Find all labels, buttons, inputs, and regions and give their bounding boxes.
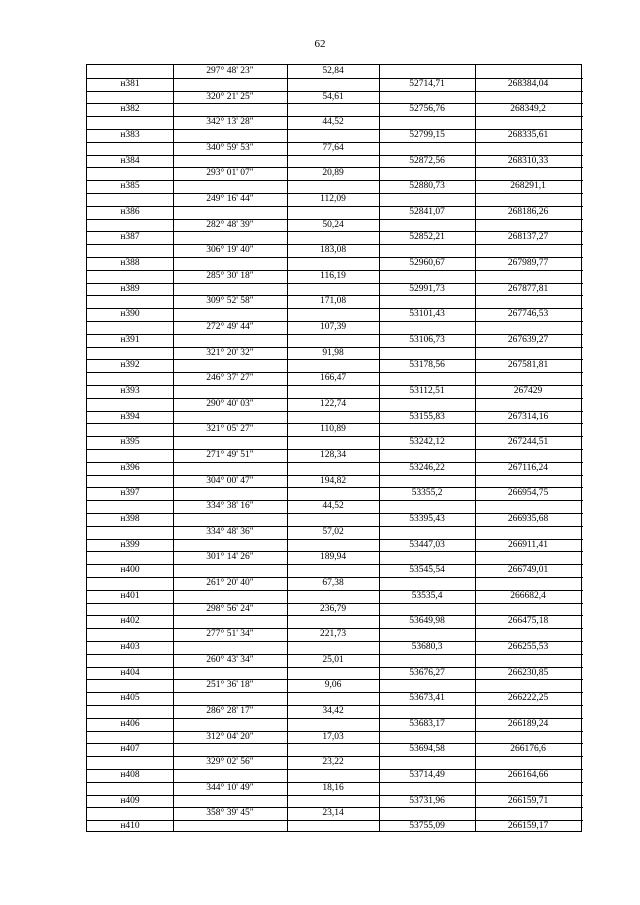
coordinate-y: 266159,71: [507, 796, 549, 806]
bearing-angle: 290° 40' 03": [206, 399, 254, 409]
point-name: н389: [120, 284, 140, 294]
bearing-angle: 285° 30' 18": [206, 271, 254, 281]
row-line-segment: [173, 641, 379, 642]
point-name: н399: [120, 540, 140, 550]
coordinate-y: 266475,18: [507, 616, 549, 626]
row-line-segment: [173, 359, 379, 360]
segment-length: 54,61: [322, 92, 344, 102]
row-line-segment: [379, 423, 583, 424]
row-line-segment: [87, 167, 173, 168]
point-name: н383: [120, 130, 140, 140]
point-name: н387: [120, 232, 140, 242]
point-name: н391: [120, 335, 140, 345]
row-line-segment: [379, 756, 583, 757]
coordinate-y: 266954,75: [507, 488, 549, 498]
segment-length: 112,09: [320, 194, 346, 204]
bearing-angle: 358° 39' 45": [206, 808, 254, 818]
row-line-segment: [379, 449, 583, 450]
point-name: н396: [120, 463, 140, 473]
coordinate-y: 266222,25: [507, 693, 549, 703]
bearing-angle: 297° 48' 23": [206, 66, 254, 76]
coordinate-x: 53355,2: [411, 488, 443, 498]
segment-length: 171,08: [319, 296, 347, 306]
bearing-angle: 309° 52' 58": [206, 296, 254, 306]
bearing-angle: 246° 37' 27": [206, 373, 254, 383]
row-line-segment: [379, 526, 583, 527]
row-line-segment: [173, 411, 379, 412]
row-line-segment: [87, 142, 173, 143]
segment-length: 18,16: [322, 783, 344, 793]
segment-length: 9,06: [324, 680, 342, 690]
coordinate-y: 267639,27: [507, 335, 549, 345]
point-name: н386: [120, 207, 140, 217]
coordinate-y: 267746,53: [507, 309, 549, 319]
row-line-segment: [87, 756, 173, 757]
row-line-segment: [173, 436, 379, 437]
coordinate-y: 268384,04: [507, 79, 549, 89]
segment-length: 166,47: [319, 373, 347, 383]
coordinate-y: 266749,01: [507, 565, 549, 575]
bearing-angle: 293° 01' 07": [206, 168, 254, 178]
bearing-angle: 260° 43' 34": [206, 655, 254, 665]
segment-length: 25,01: [322, 655, 344, 665]
segment-length: 57,02: [322, 527, 344, 537]
point-name: н398: [120, 514, 140, 524]
segment-length: 107,39: [319, 322, 347, 332]
bearing-angle: 298° 56' 24": [206, 604, 254, 614]
coordinate-x: 53714,49: [409, 770, 445, 780]
coordinate-x: 53545,54: [409, 565, 445, 575]
segment-length: 91,98: [322, 348, 344, 358]
row-line-segment: [173, 795, 379, 796]
coordinate-y: 268137,27: [507, 232, 549, 242]
row-line-segment: [87, 398, 173, 399]
coordinate-x: 53112,51: [409, 386, 445, 396]
point-name: н406: [120, 719, 140, 729]
row-line-segment: [87, 705, 173, 706]
coordinate-y: 266230,85: [507, 668, 549, 678]
point-name: н388: [120, 258, 140, 268]
row-line-segment: [379, 628, 583, 629]
coordinate-y: 267244,51: [507, 437, 549, 447]
row-line-segment: [173, 231, 379, 232]
point-name: н402: [120, 616, 140, 626]
point-name: н405: [120, 693, 140, 703]
point-name: н395: [120, 437, 140, 447]
coordinate-x: 53535,4: [411, 591, 443, 601]
bearing-angle: 261° 20' 40": [206, 578, 254, 588]
coordinate-x: 52960,67: [409, 258, 445, 268]
coordinate-y: 268291,1: [510, 181, 546, 191]
row-line-segment: [87, 295, 173, 296]
coordinate-x: 52852,21: [409, 232, 445, 242]
coordinate-y: 268310,33: [507, 156, 549, 166]
point-name: н397: [120, 488, 140, 498]
row-line-segment: [173, 667, 379, 668]
row-line-segment: [173, 487, 379, 488]
segment-length: 128,34: [319, 450, 347, 460]
segment-length: 221,73: [319, 629, 347, 639]
segment-length: 77,64: [322, 143, 344, 153]
coordinate-x: 52756,76: [409, 104, 445, 114]
segment-length: 236,79: [319, 604, 347, 614]
bearing-angle: 334° 38' 16": [206, 501, 254, 511]
coordinate-y: 268349,2: [510, 104, 546, 114]
row-line-segment: [87, 449, 173, 450]
segment-length: 67,38: [322, 578, 344, 588]
bearing-angle: 334° 48' 36": [206, 527, 254, 537]
row-line-segment: [379, 398, 583, 399]
row-line-segment: [379, 654, 583, 655]
point-name: н394: [120, 412, 140, 422]
row-line-segment: [173, 513, 379, 514]
row-line-segment: [87, 219, 173, 220]
bearing-angle: 304° 00' 47": [206, 476, 254, 486]
bearing-angle: 306° 19' 40": [206, 245, 254, 255]
bearing-angle: 286° 28' 17": [206, 706, 254, 716]
row-line-segment: [87, 423, 173, 424]
row-line-segment: [379, 807, 583, 808]
row-line-segment: [87, 577, 173, 578]
bearing-angle: 301° 14' 26": [206, 552, 254, 562]
row-line-segment: [87, 679, 173, 680]
bearing-angle: 342° 13' 28": [206, 117, 254, 127]
row-line-segment: [379, 577, 583, 578]
coordinate-y: 267581,81: [507, 360, 549, 370]
row-line-segment: [173, 718, 379, 719]
bearing-angle: 320° 21' 25": [206, 92, 254, 102]
row-line-segment: [173, 129, 379, 130]
row-line-segment: [379, 270, 583, 271]
row-line-segment: [87, 372, 173, 373]
coordinate-x: 52880,73: [409, 181, 445, 191]
point-name: н400: [120, 565, 140, 575]
bearing-angle: 344° 10' 49": [206, 783, 254, 793]
segment-length: 183,08: [319, 245, 347, 255]
coordinate-x: 52714,71: [409, 79, 445, 89]
row-line-segment: [87, 807, 173, 808]
coordinate-x: 52799,15: [409, 130, 445, 140]
row-line-segment: [173, 334, 379, 335]
row-line-segment: [173, 743, 379, 744]
row-line-segment: [173, 462, 379, 463]
segment-length: 110,89: [320, 424, 346, 434]
point-name: н407: [120, 744, 140, 754]
coordinate-y: 266935,68: [507, 514, 549, 524]
row-line-segment: [173, 539, 379, 540]
coordinate-x: 53101,43: [409, 309, 445, 319]
segment-length: 50,24: [322, 220, 344, 230]
bearing-angle: 272° 49' 44": [206, 322, 254, 332]
coordinate-x: 53242,12: [409, 437, 445, 447]
row-line-segment: [173, 180, 379, 181]
row-line-segment: [87, 551, 173, 552]
bearing-angle: 249° 16' 44": [206, 194, 254, 204]
coordinate-x: 53673,41: [409, 693, 445, 703]
row-line-segment: [379, 142, 583, 143]
coordinate-x: 53680,3: [411, 642, 443, 652]
bearing-angle: 321° 20' 32": [206, 348, 254, 358]
coordinate-y: 267116,24: [507, 463, 549, 473]
coordinate-y: 266176,6: [510, 744, 546, 754]
row-line-segment: [379, 167, 583, 168]
coordinate-x: 53694,58: [409, 744, 445, 754]
coordinate-y: 266682,4: [510, 591, 546, 601]
row-line-segment: [87, 116, 173, 117]
bearing-angle: 277° 51' 34": [206, 629, 254, 639]
segment-length: 116,19: [320, 271, 346, 281]
coordinate-x: 53246,22: [409, 463, 445, 473]
row-line-segment: [173, 385, 379, 386]
row-line-segment: [379, 603, 583, 604]
coordinate-y: 266159,17: [507, 821, 549, 831]
row-line-segment: [87, 244, 173, 245]
point-name: н409: [120, 796, 140, 806]
row-line-segment: [87, 654, 173, 655]
coordinate-y: 267314,16: [507, 412, 549, 422]
coordinate-y: 268186,26: [507, 207, 549, 217]
row-line-segment: [87, 603, 173, 604]
point-name: н390: [120, 309, 140, 319]
coordinate-x: 53676,27: [409, 668, 445, 678]
row-line-segment: [87, 500, 173, 501]
segment-length: 189,94: [319, 552, 347, 562]
coordinate-y: 268335,61: [507, 130, 549, 140]
row-line-segment: [379, 782, 583, 783]
row-line-segment: [173, 103, 379, 104]
coordinate-y: 267429: [513, 386, 543, 396]
row-line-segment: [379, 705, 583, 706]
row-line-segment: [379, 219, 583, 220]
point-name: н393: [120, 386, 140, 396]
coordinate-x: 53649,98: [409, 616, 445, 626]
coordinate-y: 266189,24: [507, 719, 549, 729]
bearing-angle: 251° 36' 18": [206, 680, 254, 690]
coordinate-x: 53106,73: [409, 335, 445, 345]
row-line-segment: [173, 308, 379, 309]
segment-length: 23,14: [322, 808, 344, 818]
point-name: н404: [120, 668, 140, 678]
coordinate-x: 53155,83: [409, 412, 445, 422]
row-line-segment: [173, 590, 379, 591]
row-line-segment: [87, 526, 173, 527]
row-line-segment: [379, 475, 583, 476]
bearing-angle: 282° 48' 39": [206, 220, 254, 230]
row-line-segment: [87, 347, 173, 348]
point-name: н401: [120, 591, 140, 601]
row-line-segment: [87, 475, 173, 476]
row-line-segment: [173, 78, 379, 79]
segment-length: 34,42: [322, 706, 344, 716]
coordinates-table: [86, 64, 582, 832]
page-number: 62: [314, 38, 326, 50]
row-line-segment: [379, 500, 583, 501]
row-line-segment: [379, 551, 583, 552]
row-line-segment: [87, 731, 173, 732]
row-line-segment: [173, 820, 379, 821]
coordinate-x: 52872,56: [409, 156, 445, 166]
row-line-segment: [87, 782, 173, 783]
segment-length: 44,52: [322, 117, 344, 127]
coordinate-x: 53683,17: [409, 719, 445, 729]
row-line-segment: [87, 91, 173, 92]
coordinate-x: 52841,07: [409, 207, 445, 217]
row-line-segment: [87, 321, 173, 322]
segment-length: 23,22: [322, 757, 344, 767]
coordinate-y: 267877,81: [507, 284, 549, 294]
row-line-segment: [173, 257, 379, 258]
bearing-angle: 321° 05' 27": [206, 424, 254, 434]
bearing-angle: 312° 04' 20": [206, 732, 254, 742]
row-line-segment: [379, 91, 583, 92]
row-line-segment: [173, 615, 379, 616]
row-line-segment: [173, 769, 379, 770]
row-line-segment: [379, 321, 583, 322]
coordinate-x: 53755,09: [409, 821, 445, 831]
row-line-segment: [379, 193, 583, 194]
segment-length: 122,74: [319, 399, 347, 409]
row-line-segment: [87, 628, 173, 629]
coordinate-x: 53447,03: [409, 540, 445, 550]
segment-length: 17,03: [322, 732, 344, 742]
row-line-segment: [173, 206, 379, 207]
point-name: н382: [120, 104, 140, 114]
row-line-segment: [379, 731, 583, 732]
coordinate-x: 53731,96: [409, 796, 445, 806]
row-line-segment: [173, 692, 379, 693]
row-line-segment: [379, 116, 583, 117]
coordinate-x: 53178,56: [409, 360, 445, 370]
coordinate-y: 266164,66: [507, 770, 549, 780]
coordinate-x: 53395,43: [409, 514, 445, 524]
point-name: н408: [120, 770, 140, 780]
coordinate-y: 267989,77: [507, 258, 549, 268]
coordinate-y: 266255,53: [507, 642, 549, 652]
point-name: н384: [120, 156, 140, 166]
row-line-segment: [379, 244, 583, 245]
segment-length: 52,84: [322, 66, 344, 76]
row-line-segment: [173, 564, 379, 565]
point-name: н392: [120, 360, 140, 370]
point-name: н410: [120, 821, 140, 831]
row-line-segment: [379, 295, 583, 296]
segment-length: 44,52: [322, 501, 344, 511]
row-line-segment: [379, 679, 583, 680]
segment-length: 20,89: [322, 168, 344, 178]
row-line-segment: [87, 193, 173, 194]
point-name: н403: [120, 642, 140, 652]
row-line-segment: [379, 372, 583, 373]
point-name: н385: [120, 181, 140, 191]
row-line-segment: [379, 347, 583, 348]
row-line-segment: [173, 155, 379, 156]
segment-length: 194,82: [319, 476, 347, 486]
bearing-angle: 340° 59' 53": [206, 143, 254, 153]
row-line-segment: [87, 270, 173, 271]
row-line-segment: [173, 283, 379, 284]
coordinate-x: 52991,73: [409, 284, 445, 294]
bearing-angle: 271° 49' 51": [206, 450, 254, 460]
point-name: н381: [120, 79, 140, 89]
coordinate-y: 266911,41: [507, 540, 549, 550]
bearing-angle: 329° 02' 56": [206, 757, 254, 767]
